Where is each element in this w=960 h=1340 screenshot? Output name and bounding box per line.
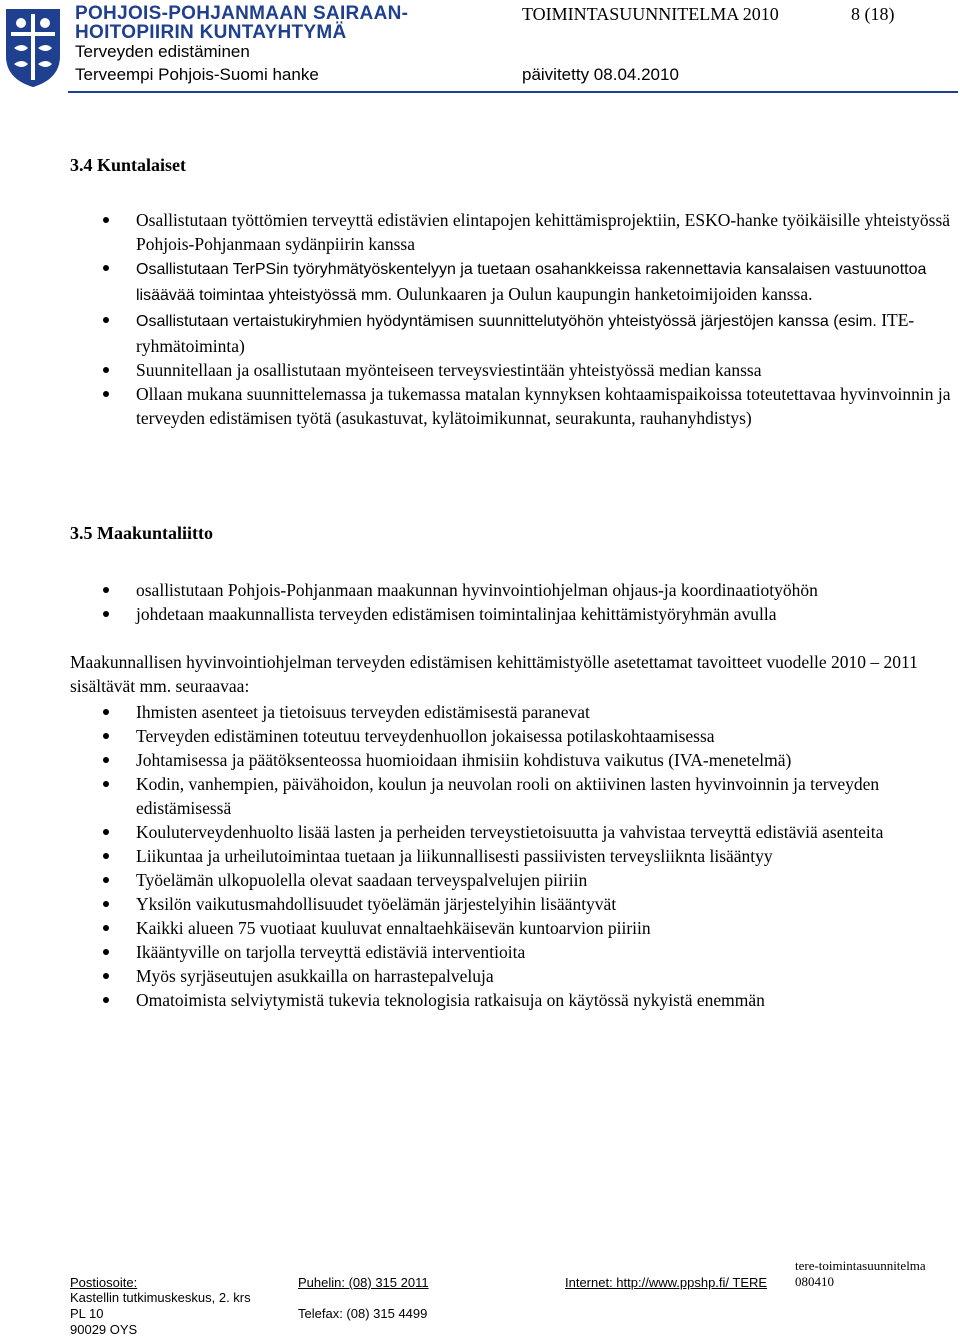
updated-date: päivitetty 08.04.2010 (522, 65, 679, 84)
list-item (70, 844, 955, 868)
list-item (70, 602, 955, 626)
doc-title: TOIMINTASUUNNITELMA 2010 (522, 4, 779, 24)
footer-address-line3: 90029 OYS (70, 1322, 138, 1337)
list-item (70, 916, 955, 940)
bullet-icon (103, 391, 109, 397)
coat-of-arms-logo-icon (4, 4, 62, 88)
list-item-text: Kodin, vanhempien, päivähoidon, koulun ja neuvolan rooli on aktiivinen lasten hyvinvoinnin ja terveyden edistämisessä (136, 774, 880, 818)
list-item-text: Kaikki alueen 75 vuotiaat kuuluvat ennaltaehkäisevän kuntoarvion piiriin (136, 918, 651, 938)
goals-list (70, 700, 955, 1012)
footer-fax: Telefax: (08) 315 4499 (298, 1306, 428, 1321)
list-item-text: Myös syrjäseutujen asukkailla on harrastepalveluja (136, 966, 494, 986)
goals-intro-paragraph: Maakunnallisen hyvinvointiohjelman terveyden edistämisen kehittämistyölle asetettamat tavoitteet vuodelle 2010 – 2011 sisältävät mm. seuraavaa: (70, 652, 918, 696)
org-name-line2: HOITOPIIRIN KUNTAYHTYMÄ (75, 22, 347, 43)
list-item-text-cont: ITE-ryhmätoiminta) (136, 310, 915, 356)
bullet-icon (103, 367, 109, 373)
bullet-icon (103, 877, 109, 883)
list-item (70, 358, 955, 382)
page-number: 8 (18) (851, 4, 895, 24)
bullet-icon (103, 829, 109, 835)
bullet-icon (103, 853, 109, 859)
header-divider (68, 91, 958, 93)
list-item (70, 892, 955, 916)
bullet-icon (103, 949, 109, 955)
list-item (70, 724, 955, 748)
bullet-icon (103, 709, 109, 715)
footer-filename: tere-toimintasuunnitelma 080410 (795, 1258, 926, 1289)
list-item (70, 208, 955, 256)
list-item-text-cont: Oulunkaaren ja Oulun kaupungin hanketoimijoiden kanssa. (392, 284, 813, 304)
list-item-text: Kouluterveydenhuolto lisää lasten ja perheiden terveystietoisuutta ja vahvistaa terveyttä edistäviä asenteita (136, 822, 884, 842)
org-name-line1: POHJOIS-POHJANMAAN SAIRAAN- (75, 3, 409, 24)
header-subtitle2: Terveempi Pohjois-Suomi hanke (75, 65, 319, 84)
list-item-text: Liikuntaa ja urheilutoimintaa tuetaan ja liikunnallisesti passiivisten terveysliiknta lisääntyy (136, 846, 773, 866)
list-item (70, 382, 955, 430)
list-item (70, 578, 955, 602)
list-item (70, 772, 955, 820)
list-item-text: Johtamisessa ja päätöksenteossa huomioidaan ihmisiin kohdistuva vaikutus (IVA-menetelmä) (136, 750, 792, 770)
bullet-icon (103, 217, 109, 223)
list-item-text: johdetaan maakunnallista terveyden edistämisen toimintalinjaa kehittämistyöryhmän avulla (136, 604, 777, 624)
section-heading-maakuntaliitto: 3.5 Maakuntaliitto (70, 523, 214, 543)
bullet-icon (103, 757, 109, 763)
kuntalaiset-list (70, 208, 955, 430)
bullet-icon (103, 611, 109, 617)
list-item-text: osallistutaan Pohjois-Pohjanmaan maakunnan hyvinvointiohjelman ohjaus-ja koordinaatiotyöhön (136, 580, 818, 600)
list-item (70, 940, 955, 964)
bullet-icon (103, 317, 109, 323)
bullet-icon (103, 925, 109, 931)
bullet-icon (103, 587, 109, 593)
footer-internet-link[interactable]: Internet: http://www.ppshp.fi/ TERE (565, 1275, 768, 1290)
list-item (70, 964, 955, 988)
list-item-text: Ihmisten asenteet ja tietoisuus terveyden edistämisestä paranevat (136, 702, 590, 722)
bullet-icon (103, 265, 109, 271)
bullet-icon (103, 973, 109, 979)
maakuntaliitto-list (70, 578, 955, 626)
footer-address-label: Postiosoite: (70, 1275, 138, 1290)
list-item-text: Ollaan mukana suunnittelemassa ja tukemassa matalan kynnyksen kohtaamispaikoissa toteutettavaa hyvinvoinnin ja terveyden edistämisen työtä (asukastuvat, kylätoimikunnat, seurakunta, rauhanyhdistys) (136, 384, 951, 428)
list-item-text: Työelämän ulkopuolella olevat saadaan terveyspalvelujen piiriin (136, 870, 588, 890)
bullet-icon (103, 901, 109, 907)
list-item-text: Osallistutaan TerPSin työryhmätyöskentelyyn ja tuetaan osahankkeissa rakennettavia kansalaisen vastuunottoa lisäävää toimintaa yhteistyössä mm. (136, 261, 927, 304)
list-item-text: Omatoimista selviytymistä tukevia teknologisia ratkaisuja on käytössä nykyistä enemmän (136, 990, 765, 1010)
list-item-text: Yksilön vaikutusmahdollisuudet työelämän järjestelyihin lisääntyvät (136, 894, 617, 914)
list-item (70, 256, 955, 308)
list-item (70, 820, 955, 844)
list-item (70, 868, 955, 892)
bullet-icon (103, 733, 109, 739)
list-item-text: Terveyden edistäminen toteutuu terveydenhuollon jokaisessa potilaskohtaamisessa (136, 726, 715, 746)
bullet-icon (103, 997, 109, 1003)
list-item-text: Osallistutaan vertaistukiryhmien hyödyntämisen suunnittelutyöhön yhteistyössä järjestöjen kanssa (esim. (136, 313, 877, 330)
bullet-icon (103, 781, 109, 787)
footer-address-line1: Kastellin tutkimuskeskus, 2. krs (70, 1290, 251, 1305)
list-item (70, 748, 955, 772)
list-item-text: Osallistutaan työttömien terveyttä edistävien elintapojen kehittämisprojektiin, ESKO-hanke työikäisille yhteistyössä Pohjois-Pohjanmaan sydänpiirin kanssa (136, 210, 951, 254)
list-item (70, 308, 955, 358)
header-subtitle1: Terveyden edistäminen (75, 42, 250, 61)
footer-phone: Puhelin: (08) 315 2011 (298, 1275, 429, 1290)
section-heading-kuntalaiset: 3.4 Kuntalaiset (70, 155, 187, 175)
list-item-text: Suunnitellaan ja osallistutaan myönteiseen terveysviestintään yhteistyössä median kanssa (136, 360, 762, 380)
footer-address-line2: PL 10 (70, 1306, 104, 1321)
list-item-text: Ikääntyville on tarjolla terveyttä edistäviä interventioita (136, 942, 526, 962)
list-item (70, 700, 955, 724)
list-item (70, 988, 955, 1012)
